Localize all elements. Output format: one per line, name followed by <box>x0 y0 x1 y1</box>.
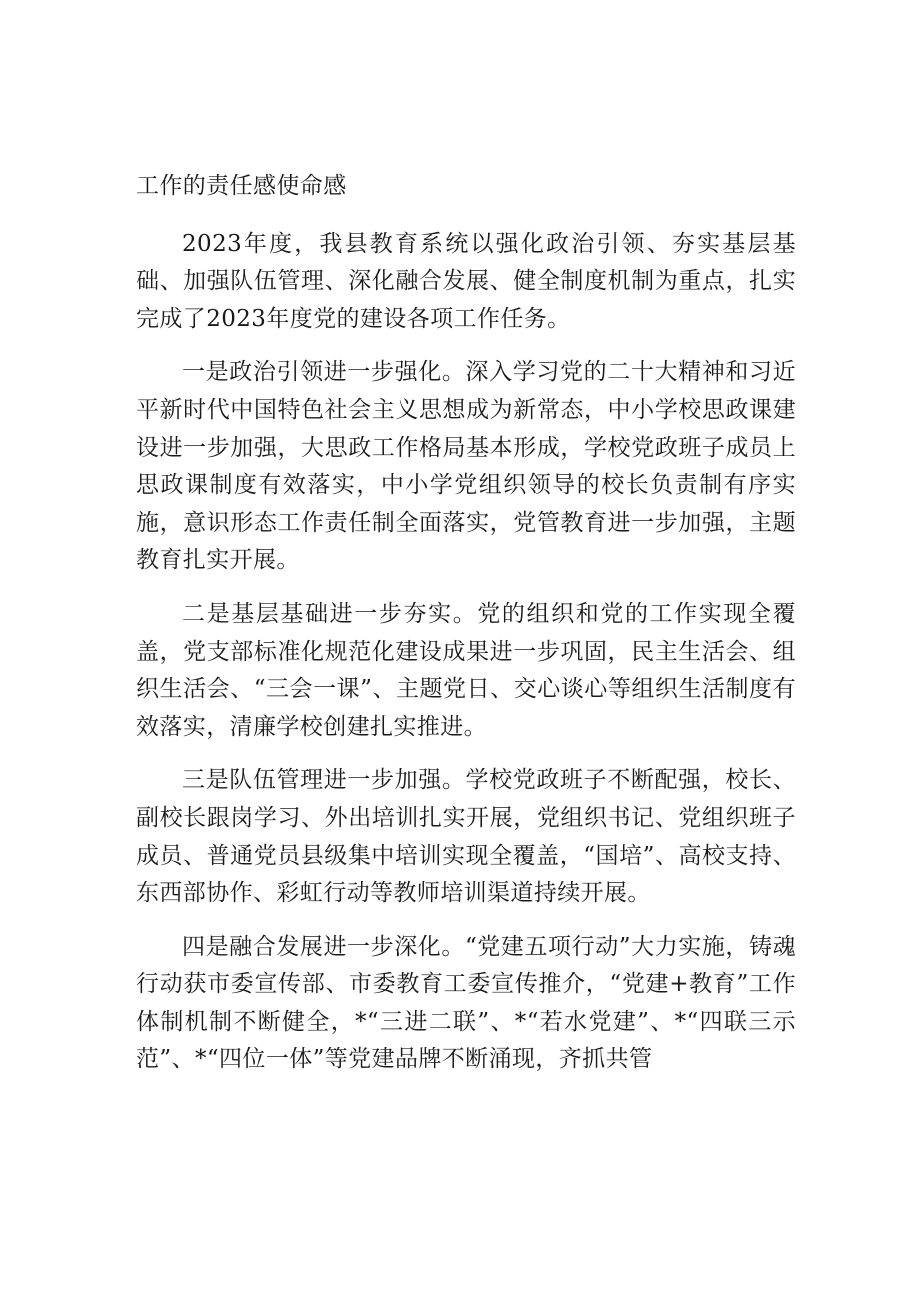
paragraph-political-leadership: 一是政治引领进一步强化。深入学习党的二十大精神和习近平新时代中国特色社会主义思想成为新常态，中小学校思政课建设进一步加强，大思政工作格局基本形成，学校党政班子成员上思政课制度有效落实，中小学党组织领导的校长负责制有序实施，意识形态工作责任制全面落实，党管教育进一步加强，主题教育扎实开展。 <box>136 359 796 574</box>
document-body <box>136 168 796 1079</box>
paragraph-team-management: 三是队伍管理进一步加强。学校党政班子不断配强，校长、副校长跟岗学习、外出培训扎实开展，党组织书记、党组织班子成员、普通党员县级集中培训实现全覆盖，“国培”、高校支持、东西部协作、彩虹行动等教师培训渠道持续开展。 <box>136 767 796 907</box>
paragraph-intro: 2023年度，我县教育系统以强化政治引领、夯实基层基础、加强队伍管理、深化融合发展、健全制度机制为重点，扎实完成了2023年度党的建设各项工作任务。 <box>136 230 796 332</box>
paragraph-grassroots-foundation: 二是基层基础进一步夯实。党的组织和党的工作实现全覆盖，党支部标准化规范化建设成果进一步巩固，民主生活会、组织生活会、“三会一课”、主题党日、交心谈心等组织生活制度有效落实，清廉学校创建扎实推进。 <box>136 600 796 740</box>
paragraph-continuation: 工作的责任感使命感 <box>136 173 347 199</box>
paragraph-integrated-development: 四是融合发展进一步深化。“党建五项行动”大力实施，铸魂行动获市委宣传部、市委教育工委宣传推介，“党建+教育”工作体制机制不断健全，*“三进二联”、*“若水党建”、*“四联三示范”、*“四位一体”等党建品牌不断涌现，齐抓共管 <box>136 933 796 1073</box>
